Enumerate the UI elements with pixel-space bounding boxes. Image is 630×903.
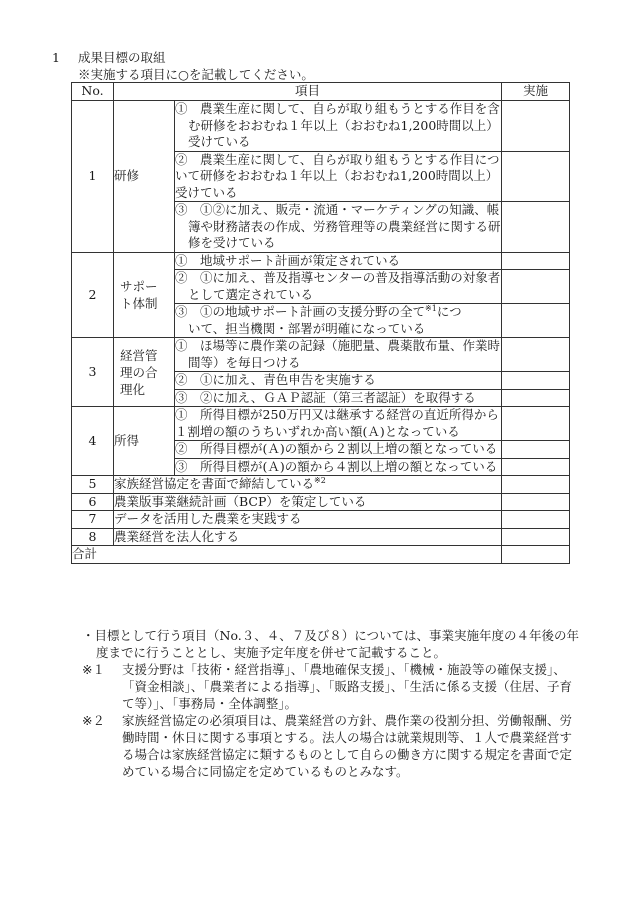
row-item: ② ①に加え、普及指導センターの普及指導活動の対象者として選定されている <box>175 270 501 302</box>
table-row <box>72 252 570 270</box>
row-item: 農業版事業継続計画（BCP）を策定している <box>114 493 502 511</box>
table-row <box>72 511 570 529</box>
total-cell[interactable] <box>502 546 570 564</box>
note-1-mark: ※１ <box>82 662 105 677</box>
row-item: ③ 所得目標が(Ａ)の額から４割以上増の額となっている <box>175 458 502 476</box>
section-number: 1 <box>52 50 60 65</box>
jisshi-cell[interactable] <box>502 493 570 511</box>
notes-section <box>82 627 582 780</box>
note-bullet: ・目標として行う項目（No.３、４、７及び８）については、事業実施年度の４年後の年度までに行うこととし、実施予定年度を併せて記載すること。 <box>82 628 579 660</box>
row-item: ③ ①②に加え、販売・流通・マーケティングの知識、帳簿や財務諸表の作成、労務管理等の農業経営に関する研修を受けている <box>175 202 501 250</box>
header-jisshi: 実施 <box>502 83 570 101</box>
table-row <box>72 338 570 372</box>
footnote-mark: ※2 <box>314 475 326 485</box>
row-item: ② 所得目標が(Ａ)の額から２割以上増の額となっている <box>175 441 502 459</box>
row-item: 農業経営を法人化する <box>114 528 502 546</box>
section-title: 成果目標の取組 <box>78 50 166 65</box>
row-item: ① ほ場等に農作業の記録（施肥量、農薬散布量、作業時間等）を毎日つける <box>175 338 501 370</box>
jisshi-cell[interactable] <box>502 101 570 152</box>
jisshi-cell[interactable] <box>502 458 570 476</box>
row-item: ③ ②に加え、ＧＡＰ認証（第三者認証）を取得する <box>175 389 502 407</box>
jisshi-cell[interactable] <box>502 304 570 338</box>
row-category: サポー ト体制 <box>114 252 175 338</box>
section-heading <box>52 50 166 66</box>
note-2: ※２ 家族経営協定の必須項目は、農業経営の方針、農作業の役割分担、労働報酬、労働時間・休日に関する事項とする。法人の場合は就業規則等、１人で農業経営する場合は家族経営協定に類するものとして自らの働き方に関する規定を書面で定めている場合に同協定を定めているものとみなす。 <box>82 713 573 779</box>
table-header-row <box>72 83 570 101</box>
total-label: 合計 <box>72 546 502 564</box>
table-row <box>72 407 570 441</box>
row-item: ② ①に加え、青色申告を実施する <box>175 372 502 390</box>
goals-table <box>71 82 570 564</box>
jisshi-cell[interactable] <box>502 476 570 494</box>
table-row <box>72 476 570 494</box>
row-number: 2 <box>72 252 114 338</box>
row-item: データを活用した農業を実践する <box>114 511 502 529</box>
jisshi-cell[interactable] <box>502 338 570 372</box>
instruction-text: ※実施する項目に○を記載してください。 <box>78 67 314 82</box>
jisshi-cell[interactable] <box>502 270 570 304</box>
jisshi-cell[interactable] <box>502 407 570 441</box>
row-item: ② 農業生産に関して、自らが取り組もうとする作目について研修をおおむね１年以上（おおむね1,200時間以上）受けている <box>175 151 500 200</box>
jisshi-cell[interactable] <box>502 252 570 270</box>
jisshi-cell[interactable] <box>502 528 570 546</box>
footnote-mark: ※1 <box>425 303 437 313</box>
row-item: ① 地域サポート計画が策定されている <box>175 252 502 270</box>
row-item: 家族経営協定を書面で締結している$^{※2}$ <box>114 476 502 494</box>
table-row <box>72 101 570 152</box>
header-item: 項目 <box>114 83 502 101</box>
jisshi-cell[interactable] <box>502 372 570 390</box>
jisshi-cell[interactable] <box>502 202 570 253</box>
row-number: 3 <box>72 338 114 407</box>
row-number: 6 <box>72 493 114 511</box>
row-item: ① 所得目標が250万円又は継承する経営の直近所得から１割増の額のうちいずれか高い額(Ａ)となっている <box>175 407 502 441</box>
table-total-row <box>72 546 570 564</box>
row-number: 4 <box>72 407 114 476</box>
note-2-mark: ※２ <box>82 713 105 728</box>
row-category: 研修 <box>114 101 175 253</box>
jisshi-cell[interactable] <box>502 511 570 529</box>
header-no: No. <box>72 83 114 101</box>
row-category: 所得 <box>114 407 175 476</box>
row-number: 7 <box>72 511 114 529</box>
table-row <box>72 493 570 511</box>
jisshi-cell[interactable] <box>502 151 570 202</box>
row-category: 経営管 理の合 理化 <box>114 338 175 407</box>
row-item: ① 農業生産に関して、自らが取り組もうとする作目を含む研修をおおむね１年以上（おおむね1,200時間以上）受けている <box>175 101 500 149</box>
row-number: 8 <box>72 528 114 546</box>
row-number: 5 <box>72 476 114 494</box>
row-item: ③ ①の地域サポート計画の支援分野の全て$^{※1}$につ いて、担当機関・部署が明確になっている <box>175 304 502 338</box>
note-1: ※１ 支援分野は「技術・経営指導」、「農地確保支援」、「機械・施設等の確保支援」、「資金相談」、「農業者による指導」、「販路支援」、「生活に係る支援（住居、子育て等）」、「事務局・全体調整」。 <box>82 662 573 711</box>
table-row <box>72 528 570 546</box>
jisshi-cell[interactable] <box>502 389 570 407</box>
row-number: 1 <box>72 101 114 253</box>
jisshi-cell[interactable] <box>502 441 570 459</box>
